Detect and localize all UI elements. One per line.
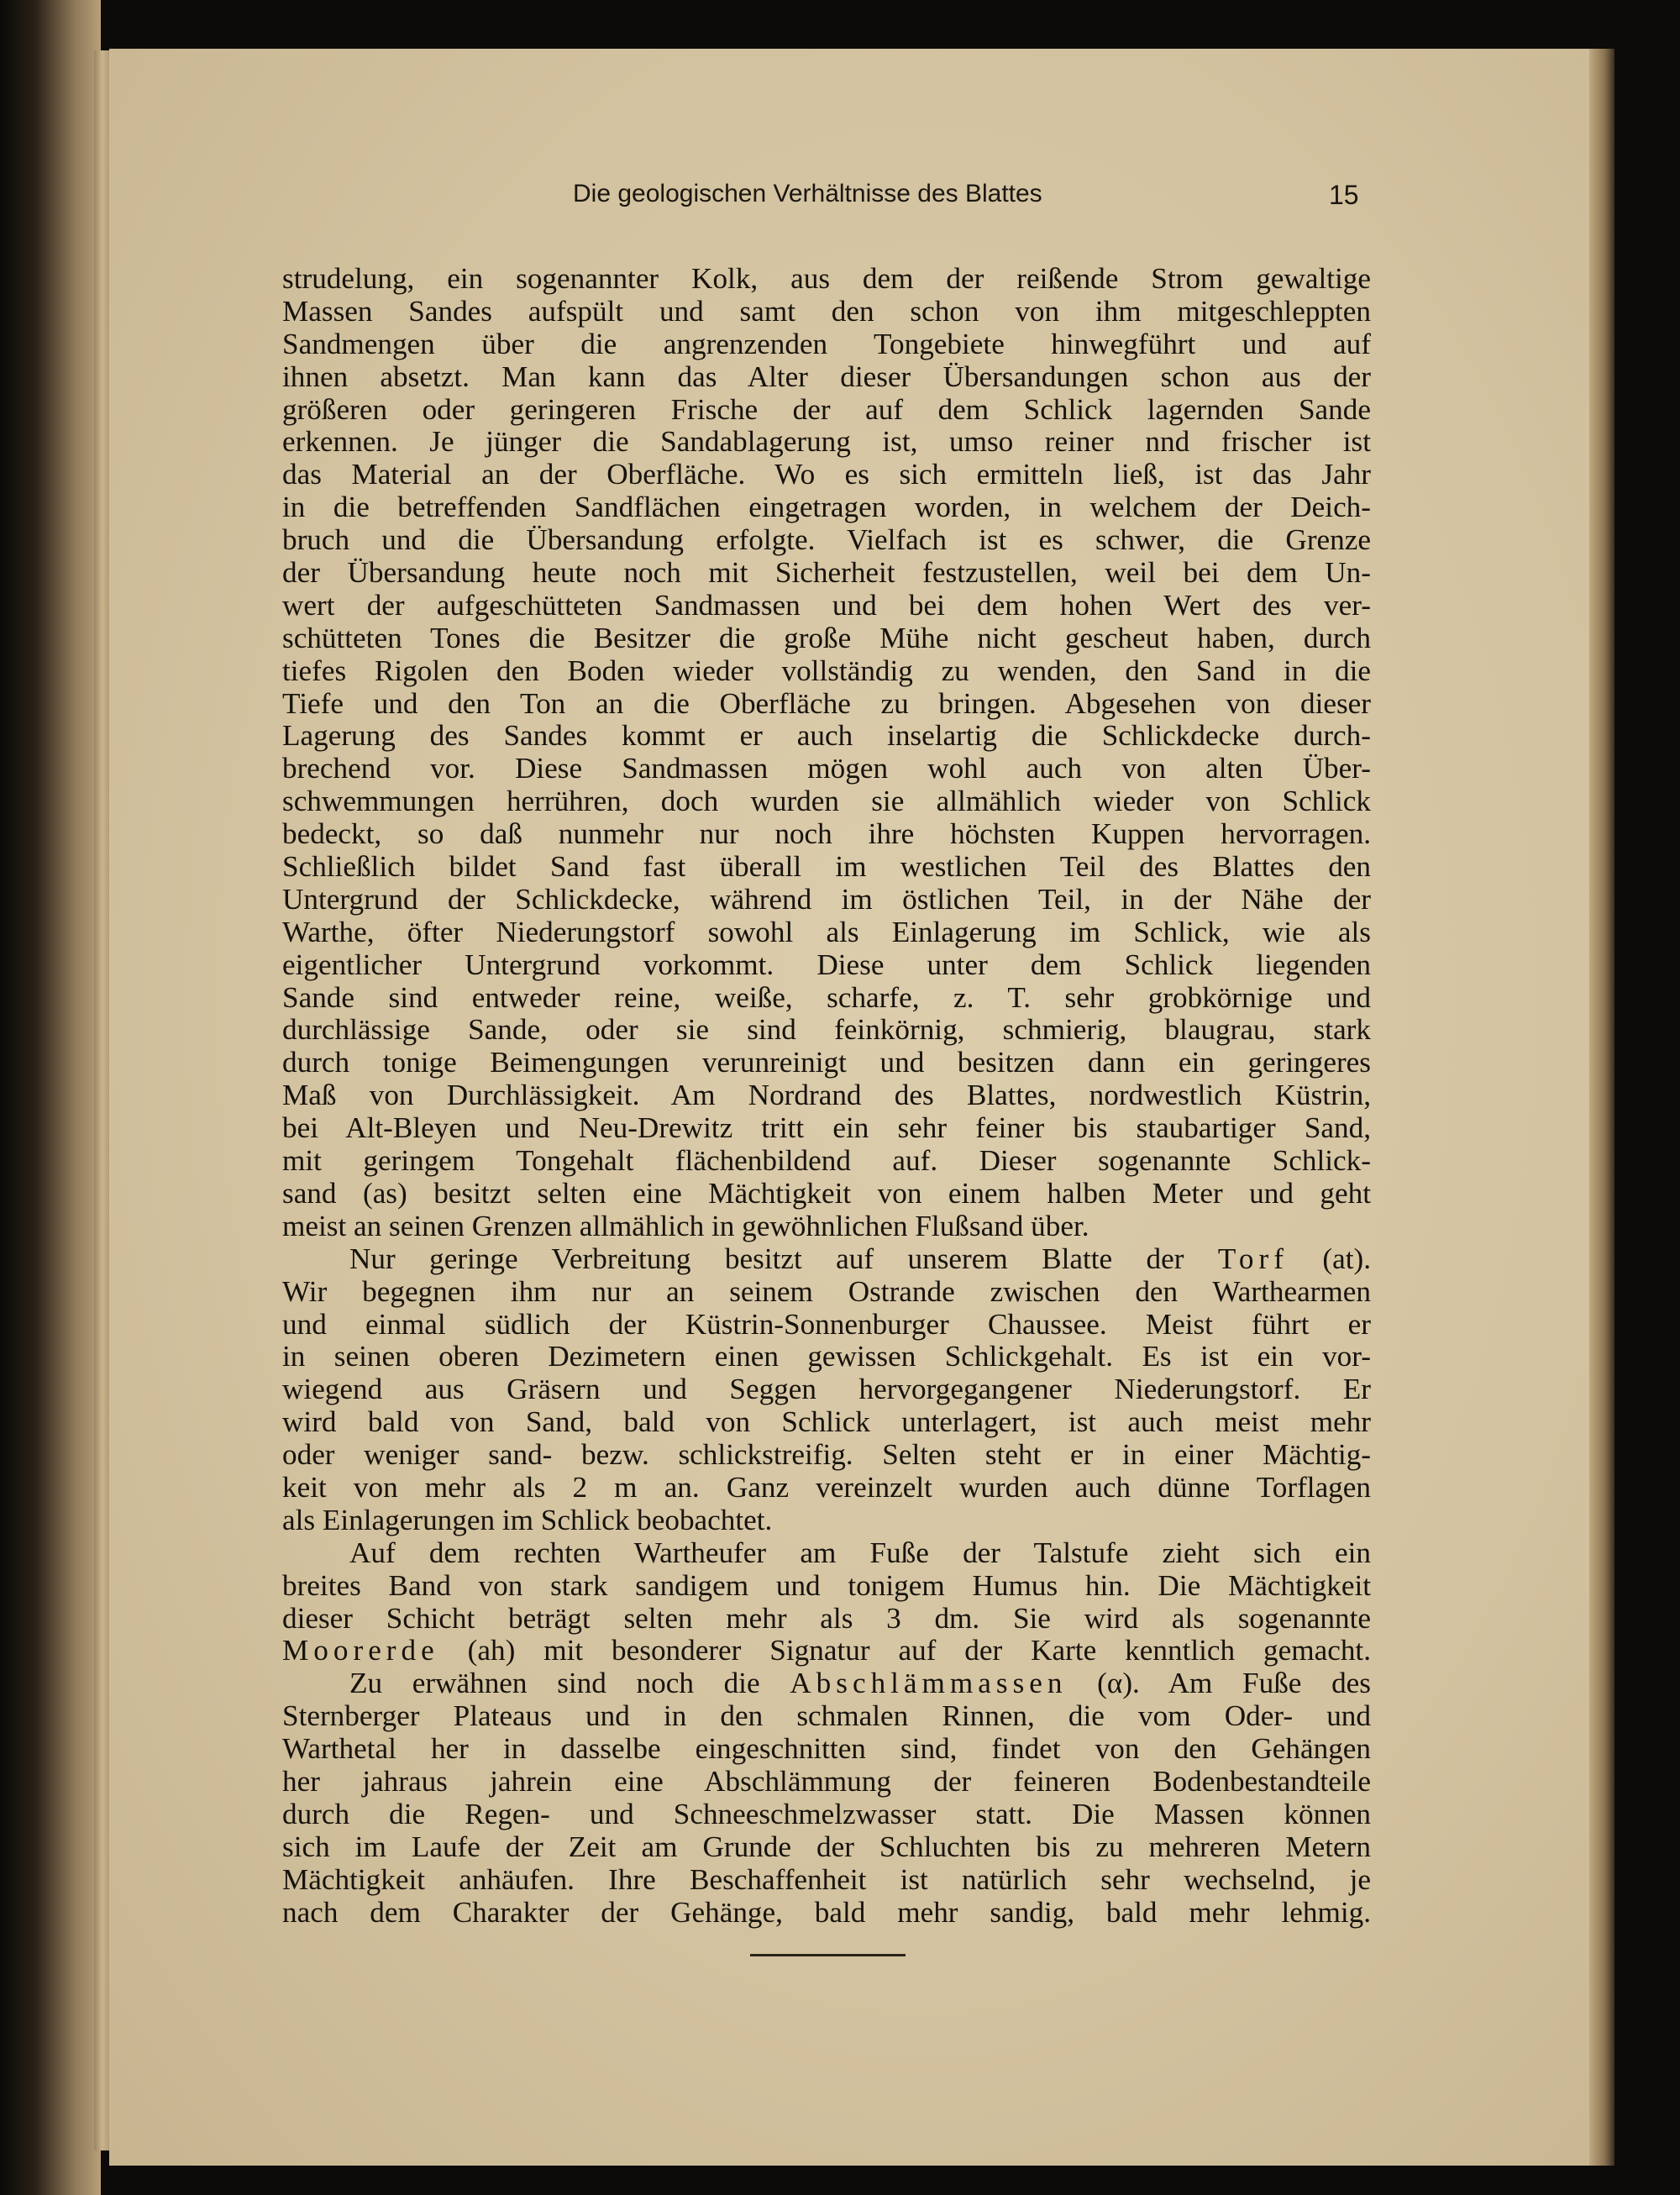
text-line: Schließlich bildet Sand fast überall im westlichen Teil des Blattes den [282,850,1371,884]
text-line: bruch und die Übersandung erfolgte. Vielfach ist es schwer, die Grenze [282,523,1371,557]
text-line: mit geringem Tongehalt flächenbildend auf. Dieser sogenannte Schlick- [282,1144,1371,1178]
text-line: meist an seinen Grenzen allmählich in gewöhnlichen Flußsand über. [282,1209,1089,1242]
text-line: sand (as) besitzt selten eine Mächtigkeit von einem halben Meter und geht [282,1176,1371,1210]
text-line: nach dem Charakter der Gehänge, bald mehr sandig, bald mehr lehmig. [282,1895,1371,1929]
text-line: Auf dem rechten Wartheufer am Fuße der Talstufe zieht sich ein [349,1536,1371,1569]
page-right-edge [1589,49,1614,2166]
text-line: oder weniger sand- bezw. schlickstreifig. Selten steht er in einer Mächtig- [282,1438,1371,1472]
term-abschlaemmassen: Abschlämmassen [790,1667,1068,1700]
body-text [282,263,1371,1929]
running-head: Die geologischen Verhältnisse des Blattes [573,180,1042,207]
text-line: her jahraus jahrein eine Abschlämmung der feineren Bodenbestandteile [282,1764,1371,1798]
book-left-edge [0,0,101,2195]
text-line: Mächtigkeit anhäufen. Ihre Beschaffenheit ist natürlich sehr wechselnd, je [282,1862,1371,1896]
text-line: Maß von Durchlässigkeit. Am Nordrand des Blattes, nordwestlich Küstrin, [282,1079,1371,1112]
text-line: durch tonige Beimengungen verunreinigt und besitzen dann ein geringeres [282,1046,1371,1079]
text-line: und einmal südlich der Küstrin-Sonnenburger Chaussee. Meist führt er [282,1307,1371,1341]
text-line: sich im Laufe der Zeit am Grunde der Schluchten bis zu mehreren Metern [282,1830,1371,1863]
text-line: wiegend aus Gräsern und Seggen hervorgegangener Niederungstorf. Er [282,1373,1371,1406]
text-line: schütteten Tones die Besitzer die große Mühe nicht gescheut haben, durch [282,621,1371,654]
text-line: größeren oder geringeren Frische der auf dem Schlick lagernden Sande [282,392,1371,426]
text-line: Sandmengen über die angrenzenden Tongebiete hinwegführt und auf [282,327,1371,360]
text-line: durch die Regen- und Schneeschmelzwasser statt. Die Massen können [282,1797,1371,1830]
text-line: der Übersandung heute noch mit Sicherheit festzustellen, weil bei dem Un- [282,556,1371,590]
text-run: (α). Am Fuße des [1067,1667,1371,1700]
page-number: 15 [1329,180,1359,210]
text-line: keit von mehr als 2 m an. Ganz vereinzelt wurden auch dünne Torflagen [282,1470,1371,1504]
text-line: Lagerung des Sandes kommt er auch inselartig die Schlickdecke durch- [282,719,1371,753]
term-moorerde: Moorerde [282,1634,439,1667]
text-line [282,1667,1371,1700]
text-line: Massen Sandes aufspült und samt den schon von ihm mitgeschleppten [282,294,1371,328]
text-line: tiefes Rigolen den Boden wieder vollständig zu wenden, den Sand in die [282,654,1371,687]
end-rule [750,1954,906,1956]
text-run: (ah) mit besonderer Signatur auf der Karte kenntlich gemacht. [438,1634,1371,1667]
text-line: in die betreffenden Sandflächen eingetragen worden, in welchem der Deich- [282,491,1371,524]
text-line: Tiefe und den Ton an die Oberfläche zu bringen. Abgesehen von dieser [282,686,1371,720]
text-line: ihnen absetzt. Man kann das Alter dieser Übersandungen schon aus der [282,360,1371,393]
text-run: (at). [1288,1242,1371,1275]
text-line: Untergrund der Schlickdecke, während im östlichen Teil, in der Nähe der [282,882,1371,916]
text-line: als Einlagerungen im Schlick beobachtet. [282,1503,773,1536]
text-line: Sternberger Plateaus und in den schmalen Rinnen, die vom Oder- und [282,1699,1371,1733]
text-line: strudelung, ein sogenannter Kolk, aus dem der reißende Strom gewaltige [282,262,1371,295]
text-line: das Material an der Oberfläche. Wo es sich ermitteln ließ, ist das Jahr [282,458,1371,491]
text-line: erkennen. Je jünger die Sandablagerung ist, umso reiner nnd frischer ist [282,425,1371,459]
text-line: wert der aufgeschütteten Sandmassen und bei dem hohen Wert des ver- [282,588,1371,622]
text-line: brechend vor. Diese Sandmassen mögen wohl auch von alten Über- [282,752,1371,785]
text-line: wird bald von Sand, bald von Schlick unterlagert, ist auch meist mehr [282,1405,1371,1439]
text-line: Wir begegnen ihm nur an seinem Ostrande zwischen den Warthearmen [282,1274,1371,1308]
text-line: durchlässige Sande, oder sie sind feinkörnig, schmierig, blaugrau, stark [282,1013,1371,1047]
text-line [282,1635,1371,1667]
text-line: schwemmungen herrühren, doch wurden sie allmählich wieder von Schlick [282,785,1371,818]
text-line: breites Band von stark sandigem und tonigem Humus hin. Die Mächtigkeit [282,1568,1371,1602]
text-line: Warthe, öfter Niederungstorf sowohl als Einlagerung im Schlick, wie als [282,915,1371,948]
text-line: dieser Schicht beträgt selten mehr als 3 dm. Sie wird als sogenannte [282,1601,1371,1635]
term-torf: Torf [1217,1242,1289,1275]
text-line: Warthetal her in dasselbe eingeschnitten sind, findet von den Gehängen [282,1732,1371,1766]
text-line: bei Alt-Bleyen und Neu-Drewitz tritt ein sehr feiner bis staubartiger Sand, [282,1111,1371,1145]
text-run: Nur geringe Verbreitung besitzt auf unserem Blatte der [349,1242,1218,1275]
text-line: bedeckt, so daß nunmehr nur noch ihre höchsten Kuppen hervorragen. [282,817,1371,851]
text-line [282,1243,1371,1276]
text-line: eigentlicher Untergrund vorkommt. Diese unter dem Schlick liegenden [282,948,1371,981]
text-run: Zu erwähnen sind noch die [349,1667,790,1700]
text-line: Sande sind entweder reine, weiße, scharfe, z. T. sehr grobkörnige und [282,980,1371,1014]
text-line: in seinen oberen Dezimetern einen gewissen Schlickgehalt. Es ist ein vor- [282,1340,1371,1373]
